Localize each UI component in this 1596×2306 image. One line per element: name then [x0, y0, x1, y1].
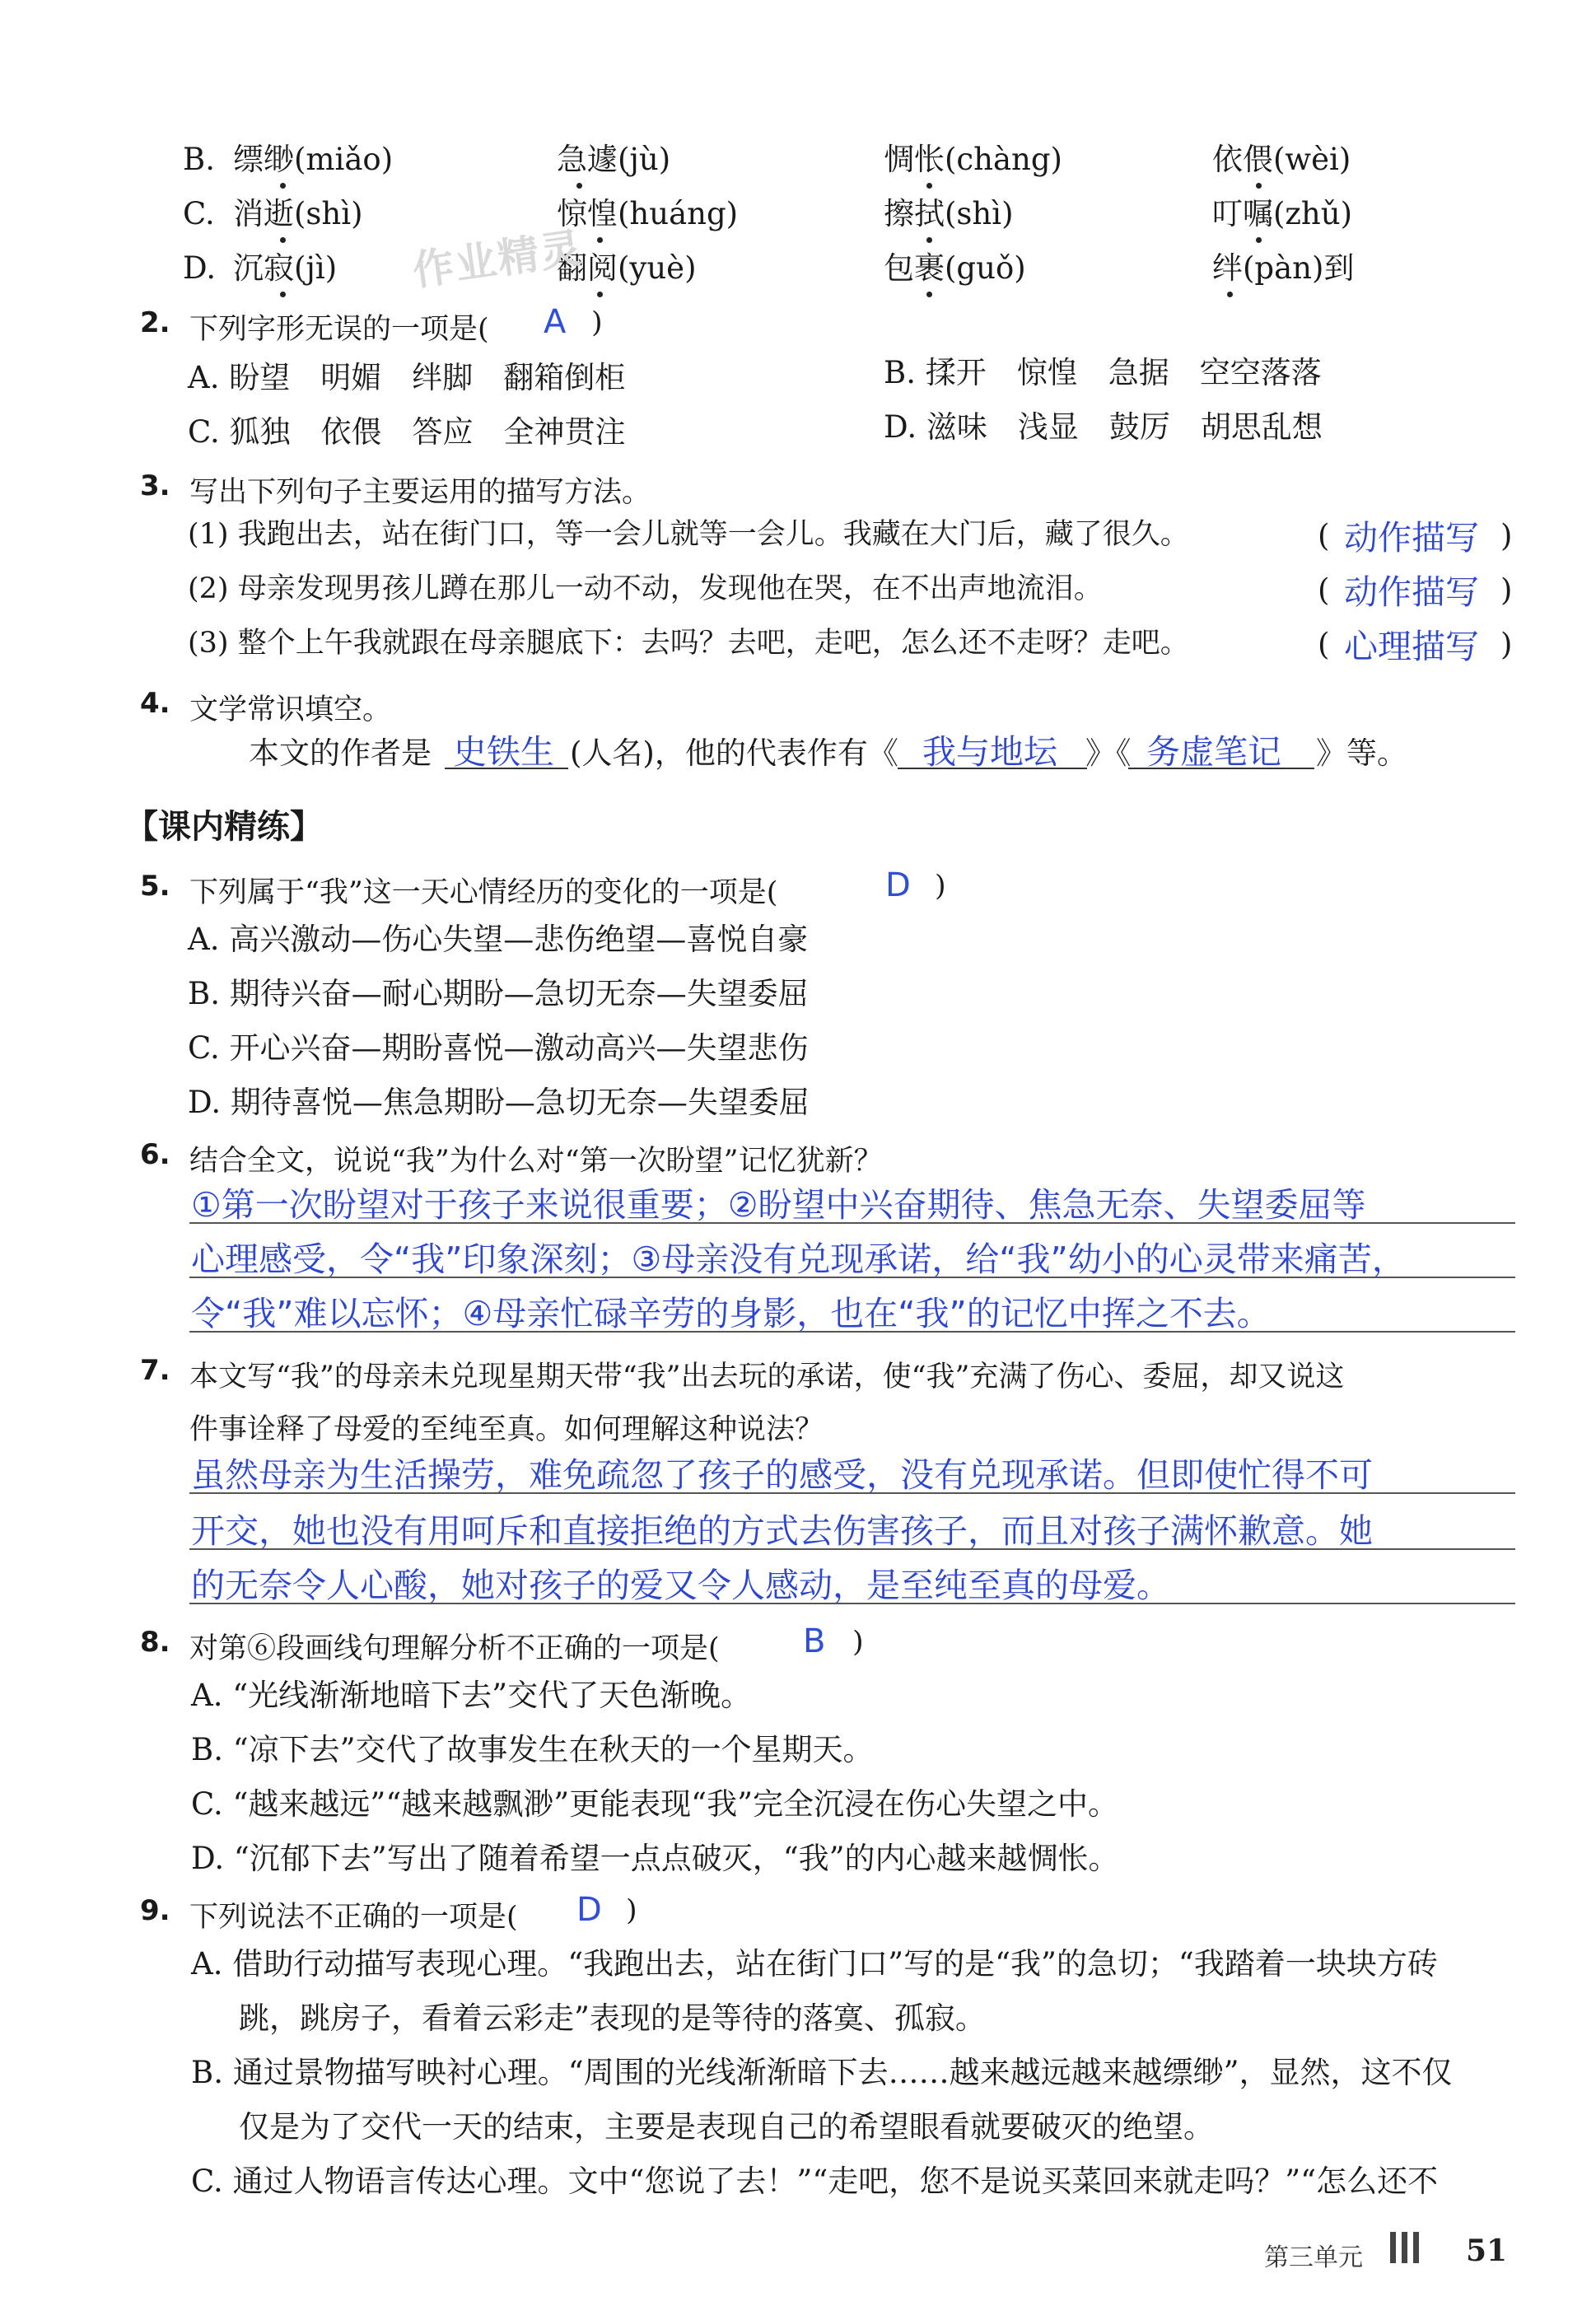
q1-option-d-word-3: 包裹(guǒ) — [884, 250, 1026, 286]
q8-answer: B — [803, 1622, 826, 1660]
q9-close-paren: ) — [626, 1894, 637, 1927]
q1-option-c-word-4: 叮嘱(zhǔ) — [1212, 196, 1353, 231]
q2-option-b: B. 揉开 惊惶 急据 空空落落 — [884, 355, 1322, 390]
q7-answer-line-2: 开交，她也没有用呵斥和直接拒绝的方式去伤害孩子，而且对孩子满怀歉意。她 — [191, 1511, 1373, 1551]
q2-option-a: A. 盼望 明媚 绊脚 翻箱倒柜 — [188, 360, 626, 395]
q9-stem: 下列说法不正确的一项是( — [189, 1901, 518, 1934]
q1-option-d-word-2: 翻阅(yuè) — [557, 250, 697, 286]
q6-number: 6. — [140, 1138, 170, 1171]
q8-option-d: D. “沉郁下去”写出了随着希望一点点破灭，“我”的内心越来越惆怅。 — [191, 1841, 1119, 1876]
q3-item-3: (3) 整个上午我就跟在母亲腿底下：去吗？去吧，走吧，怎么还不走呀？走吧。 — [188, 627, 1189, 660]
q7-stem-line-2: 件事诠释了母爱的至纯至真。如何理解这种说法？ — [189, 1413, 824, 1446]
footer-unit-label: 第三单元 — [1264, 2243, 1363, 2272]
q6-rule-2 — [189, 1277, 1515, 1278]
q7-rule-2 — [189, 1548, 1515, 1550]
q9-option-a-line-1: A. 借助行动描写表现心理。“我跑出去，站在街门口”写的是“我”的急切；“我踏着一块块方砖 — [191, 1946, 1438, 1982]
q5-option-b: B. 期待兴奋—耐心期盼—急切无奈—失望委屈 — [188, 976, 809, 1011]
q1-option-b-label: B. — [183, 142, 215, 177]
q3-item-2: (2) 母亲发现男孩儿蹲在那儿一动不动，发现他在哭，在不出声地流泪。 — [188, 572, 1103, 605]
q9-option-b-line-1: B. 通过景物描写映衬心理。“周围的光线渐渐暗下去……越来越远越来越缥缈”，显然，这不仅 — [191, 2055, 1453, 2090]
q5-close-paren: ) — [935, 870, 946, 903]
q2-stem: 下列字形无误的一项是( — [189, 313, 489, 346]
q4-number: 4. — [140, 687, 170, 720]
q4-answer-author: 史铁生 — [453, 732, 554, 772]
q9-option-c-line-1: C. 通过人物语言传达心理。文中“您说了去！”“走吧，您不是说买菜回来就走吗？”“怎么还不 — [191, 2164, 1439, 2199]
q3-item-2-close: ) — [1500, 572, 1513, 608]
q3-item-3-close: ) — [1500, 627, 1513, 662]
q4-blank-2 — [898, 768, 1087, 769]
q4-part-1: 本文的作者是 — [249, 735, 432, 771]
q5-option-d: D. 期待喜悦—焦急期盼—急切无奈—失望委屈 — [188, 1085, 810, 1120]
q4-part-4: 》等。 — [1316, 735, 1407, 771]
q6-answer-line-3: 令“我”难以忘怀；④母亲忙碌辛劳的身影，也在“我”的记忆中挥之不去。 — [191, 1294, 1271, 1333]
q6-rule-1 — [189, 1222, 1515, 1224]
q3-item-1-answer: 动作描写 — [1344, 518, 1479, 558]
q3-item-2-answer: 动作描写 — [1344, 572, 1479, 612]
q1-option-b-word-1: 缥缈(miǎo) — [233, 142, 394, 177]
q6-stem: 结合全文，说说“我”为什么对“第一次盼望”记忆犹新？ — [189, 1145, 883, 1178]
q6-answer-line-1: ①第一次盼望对于孩子来说很重要；②盼望中兴奋期待、焦急无奈、失望委屈等 — [191, 1185, 1366, 1225]
q5-answer: D — [885, 866, 911, 904]
q1-option-c-word-2: 惊惶(huáng) — [557, 196, 739, 231]
q9-answer: D — [576, 1891, 602, 1929]
q3-item-2-paren: ( — [1318, 572, 1330, 608]
q6-rule-3 — [189, 1331, 1515, 1333]
q1-option-b-word-2: 急遽(jù) — [557, 142, 671, 177]
q7-number: 7. — [140, 1354, 170, 1387]
q4-answer-work-1: 我与地坛 — [922, 732, 1057, 772]
q3-number: 3. — [140, 469, 170, 502]
q8-option-b: B. “凉下去”交代了故事发生在秋天的一个星期天。 — [191, 1732, 874, 1767]
footer-decor-bars — [1390, 2232, 1425, 2263]
q8-number: 8. — [140, 1626, 170, 1659]
q1-option-d-word-1: 沉寂(jì) — [233, 250, 338, 286]
q4-blank-3 — [1128, 768, 1314, 769]
q9-option-a-line-2: 跳，跳房子，看着云彩走”表现的是等待的落寞、孤寂。 — [239, 2000, 986, 2036]
q3-item-3-answer: 心理描写 — [1344, 627, 1479, 666]
q9-number: 9. — [140, 1894, 170, 1927]
section-title: 【课内精练】 — [125, 808, 323, 846]
page-number: 51 — [1466, 2234, 1508, 2268]
q5-number: 5. — [140, 870, 170, 903]
q9-option-b-line-2: 仅是为了交代一天的结束，主要是表现自己的希望眼看就要破灭的绝望。 — [239, 2109, 1214, 2145]
q3-stem: 写出下列句子主要运用的描写方法。 — [189, 476, 651, 509]
q2-answer: A — [544, 303, 567, 341]
q4-blank-1 — [445, 768, 568, 769]
q2-option-d: D. 滋味 浅显 鼓厉 胡思乱想 — [884, 409, 1323, 445]
q3-item-3-paren: ( — [1318, 627, 1330, 662]
q8-option-c: C. “越来越远”“越来越飘渺”更能表现“我”完全沉浸在伤心失望之中。 — [191, 1786, 1119, 1822]
q2-option-c: C. 狐独 依偎 答应 全神贯注 — [188, 414, 626, 450]
q5-option-c: C. 开心兴奋—期盼喜悦—激动高兴—失望悲伤 — [188, 1030, 809, 1066]
q4-stem: 文学常识填空。 — [189, 693, 392, 726]
q3-item-1-paren: ( — [1318, 518, 1330, 553]
q1-option-c-word-1: 消逝(shì) — [233, 196, 363, 231]
q8-stem: 对第⑥段画线句理解分析不正确的一项是( — [189, 1632, 720, 1665]
q1-option-d-word-4: 绊(pàn)到 — [1212, 250, 1355, 286]
q7-answer-line-1: 虽然母亲为生活操劳，难免疏忽了孩子的感受，没有兑现承诺。但即使忙得不可 — [191, 1455, 1373, 1495]
q7-rule-3 — [189, 1603, 1515, 1604]
q5-option-a: A. 高兴激动—伤心失望—悲伤绝望—喜悦自豪 — [188, 922, 809, 957]
q1-option-c-word-3: 擦拭(shì) — [884, 196, 1014, 231]
q6-answer-line-2: 心理感受，令“我”印象深刻；③母亲没有兑现承诺，给“我”幼小的心灵带来痛苦， — [191, 1239, 1406, 1279]
q7-rule-1 — [189, 1492, 1515, 1494]
q4-answer-work-2: 务虚笔记 — [1146, 732, 1281, 772]
q7-stem-line-1: 本文写“我”的母亲未兑现星期天带“我”出去玩的承诺，使“我”充满了伤心、委屈，却又说这 — [189, 1361, 1345, 1393]
q1-option-d-label: D. — [183, 250, 217, 286]
q3-item-1-close: ) — [1500, 518, 1513, 553]
q3-item-1: (1) 我跑出去，站在街门口，等一会儿就等一会儿。我藏在大门后，藏了很久。 — [188, 518, 1189, 551]
watermark: 作业精灵 — [409, 223, 586, 296]
q4-part-2: (人名)，他的代表作有《 — [570, 735, 898, 771]
q5-stem: 下列属于“我”这一天心情经历的变化的一项是( — [189, 876, 778, 909]
q8-close-paren: ) — [852, 1626, 864, 1659]
q2-number: 2. — [140, 306, 170, 339]
q4-part-3: 》《 — [1085, 735, 1132, 771]
q7-answer-line-3: 的无奈令人心酸，她对孩子的爱又令人感动，是至纯至真的母爱。 — [191, 1566, 1170, 1605]
q8-option-a: A. “光线渐渐地暗下去”交代了天色渐晚。 — [191, 1678, 752, 1713]
q1-option-b-word-4: 依偎(wèi) — [1212, 142, 1351, 177]
q1-option-c-label: C. — [183, 196, 215, 231]
q1-option-b-word-3: 惆怅(chàng) — [884, 142, 1062, 177]
q2-close-paren: ) — [591, 306, 603, 339]
